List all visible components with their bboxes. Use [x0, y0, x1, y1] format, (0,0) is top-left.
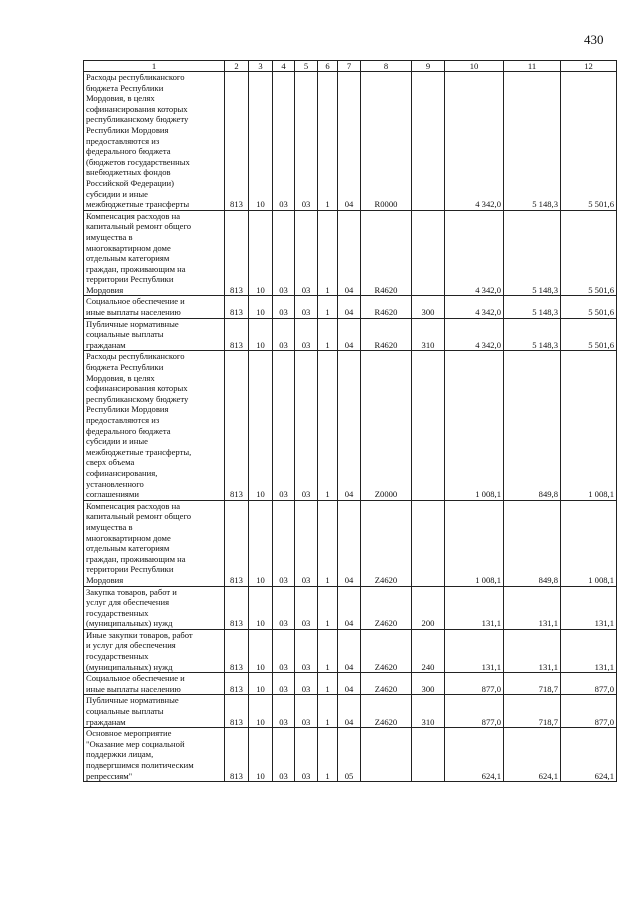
amount-year3-cell: 624,1: [561, 728, 617, 782]
amount-year2-cell: 131,1: [504, 629, 561, 672]
amount-year1-cell: 624,1: [445, 728, 504, 782]
amount-year3-cell: 1 008,1: [561, 500, 617, 586]
section-cell: 10: [249, 629, 273, 672]
subprogram-cell: 1: [318, 629, 338, 672]
program-cell: 03: [295, 351, 318, 500]
amount-year3-cell: 5 501,6: [561, 210, 617, 296]
table-row: [84, 210, 617, 296]
description-cell: Публичные нормативные социальные выплаты гражданам: [84, 695, 225, 728]
expense-type-cell: [412, 72, 445, 211]
subprogram-cell: 1: [318, 318, 338, 351]
activity-cell: 04: [338, 72, 361, 211]
header-cell: 11: [504, 61, 561, 72]
activity-cell: 05: [338, 728, 361, 782]
activity-cell: 04: [338, 673, 361, 695]
admin-code-cell: 813: [225, 318, 249, 351]
amount-year2-cell: 624,1: [504, 728, 561, 782]
program-cell: 03: [295, 72, 318, 211]
admin-code-cell: 813: [225, 500, 249, 586]
program-cell: 03: [295, 318, 318, 351]
table-row: [84, 318, 617, 351]
description-cell: Компенсация расходов на капитальный ремонт общего имущества в многоквартирном доме отдельным категориям граждан, проживающим на территории Республики Мордовия: [84, 500, 225, 586]
subsection-cell: 03: [273, 351, 295, 500]
admin-code-cell: 813: [225, 695, 249, 728]
description-cell: Социальное обеспечение и иные выплаты населению: [84, 673, 225, 695]
direction-cell: Z4620: [361, 673, 412, 695]
description-cell: Расходы республиканского бюджета Республики Мордовия, в целях софинансирования которых республиканскому бюджету Республики Мордовия предоставляются из федерального бюджета субсидии и иные межбюджетные трансферты, сверх объема софинансирования, установленного соглашениями: [84, 351, 225, 500]
direction-cell: Z4620: [361, 629, 412, 672]
direction-cell: [361, 728, 412, 782]
direction-cell: Z0000: [361, 351, 412, 500]
subprogram-cell: 1: [318, 673, 338, 695]
header-cell: 9: [412, 61, 445, 72]
header-cell: 7: [338, 61, 361, 72]
section-cell: 10: [249, 318, 273, 351]
header-cell: 1: [84, 61, 225, 72]
amount-year2-cell: 849,8: [504, 351, 561, 500]
admin-code-cell: 813: [225, 351, 249, 500]
amount-year2-cell: 5 148,3: [504, 210, 561, 296]
amount-year1-cell: 4 342,0: [445, 210, 504, 296]
amount-year3-cell: 131,1: [561, 586, 617, 629]
header-cell: 3: [249, 61, 273, 72]
direction-cell: R4620: [361, 318, 412, 351]
description-cell: Публичные нормативные социальные выплаты гражданам: [84, 318, 225, 351]
subprogram-cell: 1: [318, 351, 338, 500]
description-cell: Расходы республиканского бюджета Республики Мордовия, в целях софинансирования которых республиканскому бюджету Республики Мордовия предоставляются из федерального бюджета (бюджетов государственных внебюджетных фондов Российской Федерации) субсидии и иные межбюджетные трансферты: [84, 72, 225, 211]
amount-year1-cell: 131,1: [445, 586, 504, 629]
section-cell: 10: [249, 695, 273, 728]
header-cell: 4: [273, 61, 295, 72]
subsection-cell: 03: [273, 629, 295, 672]
direction-cell: Z4620: [361, 500, 412, 586]
amount-year3-cell: 5 501,6: [561, 72, 617, 211]
program-cell: 03: [295, 586, 318, 629]
direction-cell: R0000: [361, 72, 412, 211]
table-row: [84, 586, 617, 629]
subsection-cell: 03: [273, 695, 295, 728]
section-cell: 10: [249, 296, 273, 318]
expense-type-cell: 300: [412, 296, 445, 318]
table-row: [84, 673, 617, 695]
amount-year3-cell: 5 501,6: [561, 318, 617, 351]
subprogram-cell: 1: [318, 210, 338, 296]
admin-code-cell: 813: [225, 296, 249, 318]
amount-year2-cell: 5 148,3: [504, 72, 561, 211]
subsection-cell: 03: [273, 296, 295, 318]
subprogram-cell: 1: [318, 500, 338, 586]
section-cell: 10: [249, 210, 273, 296]
header-cell: 8: [361, 61, 412, 72]
activity-cell: 04: [338, 695, 361, 728]
table-row: [84, 728, 617, 782]
program-cell: 03: [295, 500, 318, 586]
table-row: [84, 695, 617, 728]
subprogram-cell: 1: [318, 695, 338, 728]
admin-code-cell: 813: [225, 210, 249, 296]
table-row: [84, 629, 617, 672]
amount-year1-cell: 1 008,1: [445, 351, 504, 500]
expense-type-cell: 310: [412, 695, 445, 728]
table-row: [84, 351, 617, 500]
subprogram-cell: 1: [318, 296, 338, 318]
subprogram-cell: 1: [318, 728, 338, 782]
header-cell: 6: [318, 61, 338, 72]
amount-year2-cell: 131,1: [504, 586, 561, 629]
subsection-cell: 03: [273, 500, 295, 586]
header-cell: 5: [295, 61, 318, 72]
amount-year1-cell: 4 342,0: [445, 318, 504, 351]
subprogram-cell: 1: [318, 586, 338, 629]
admin-code-cell: 813: [225, 728, 249, 782]
description-cell: Социальное обеспечение и иные выплаты населению: [84, 296, 225, 318]
subsection-cell: 03: [273, 586, 295, 629]
program-cell: 03: [295, 728, 318, 782]
header-cell: 2: [225, 61, 249, 72]
activity-cell: 04: [338, 629, 361, 672]
amount-year2-cell: 5 148,3: [504, 296, 561, 318]
program-cell: 03: [295, 296, 318, 318]
amount-year3-cell: 877,0: [561, 673, 617, 695]
table-header-row: [84, 61, 617, 72]
direction-cell: R4620: [361, 210, 412, 296]
amount-year3-cell: 1 008,1: [561, 351, 617, 500]
table-row: [84, 500, 617, 586]
admin-code-cell: 813: [225, 629, 249, 672]
table-body: [84, 72, 617, 782]
activity-cell: 04: [338, 500, 361, 586]
admin-code-cell: 813: [225, 72, 249, 211]
program-cell: 03: [295, 629, 318, 672]
amount-year1-cell: 131,1: [445, 629, 504, 672]
activity-cell: 04: [338, 210, 361, 296]
subsection-cell: 03: [273, 728, 295, 782]
header-cell: 10: [445, 61, 504, 72]
table-row: [84, 296, 617, 318]
subsection-cell: 03: [273, 72, 295, 211]
description-cell: Основное мероприятие "Оказание мер социальной поддержки лицам, подвергшимся политическим репрессиям": [84, 728, 225, 782]
amount-year3-cell: 877,0: [561, 695, 617, 728]
subsection-cell: 03: [273, 210, 295, 296]
expense-type-cell: [412, 210, 445, 296]
direction-cell: R4620: [361, 296, 412, 318]
description-cell: Закупка товаров, работ и услуг для обеспечения государственных (муниципальных) нужд: [84, 586, 225, 629]
subsection-cell: 03: [273, 673, 295, 695]
amount-year3-cell: 131,1: [561, 629, 617, 672]
activity-cell: 04: [338, 586, 361, 629]
amount-year1-cell: 1 008,1: [445, 500, 504, 586]
activity-cell: 04: [338, 296, 361, 318]
expense-type-cell: [412, 728, 445, 782]
program-cell: 03: [295, 210, 318, 296]
amount-year1-cell: 4 342,0: [445, 72, 504, 211]
activity-cell: 04: [338, 351, 361, 500]
section-cell: 10: [249, 673, 273, 695]
admin-code-cell: 813: [225, 586, 249, 629]
amount-year2-cell: 5 148,3: [504, 318, 561, 351]
amount-year1-cell: 4 342,0: [445, 296, 504, 318]
amount-year2-cell: 718,7: [504, 673, 561, 695]
activity-cell: 04: [338, 318, 361, 351]
section-cell: 10: [249, 72, 273, 211]
direction-cell: Z4620: [361, 586, 412, 629]
description-cell: Компенсация расходов на капитальный ремонт общего имущества в многоквартирном доме отдельным категориям граждан, проживающим на территории Республики Мордовия: [84, 210, 225, 296]
expense-type-cell: 240: [412, 629, 445, 672]
section-cell: 10: [249, 728, 273, 782]
section-cell: 10: [249, 586, 273, 629]
admin-code-cell: 813: [225, 673, 249, 695]
expense-type-cell: [412, 351, 445, 500]
subsection-cell: 03: [273, 318, 295, 351]
header-cell: 12: [561, 61, 617, 72]
program-cell: 03: [295, 695, 318, 728]
direction-cell: Z4620: [361, 695, 412, 728]
section-cell: 10: [249, 500, 273, 586]
expense-type-cell: 300: [412, 673, 445, 695]
description-cell: Иные закупки товаров, работ и услуг для обеспечения государственных (муниципальных) нужд: [84, 629, 225, 672]
amount-year2-cell: 849,8: [504, 500, 561, 586]
expense-type-cell: [412, 500, 445, 586]
table-row: [84, 72, 617, 211]
expense-type-cell: 200: [412, 586, 445, 629]
program-cell: 03: [295, 673, 318, 695]
expense-type-cell: 310: [412, 318, 445, 351]
amount-year2-cell: 718,7: [504, 695, 561, 728]
amount-year1-cell: 877,0: [445, 695, 504, 728]
budget-table: [83, 60, 617, 782]
page-number: 430: [584, 32, 604, 47]
amount-year1-cell: 877,0: [445, 673, 504, 695]
section-cell: 10: [249, 351, 273, 500]
amount-year3-cell: 5 501,6: [561, 296, 617, 318]
subprogram-cell: 1: [318, 72, 338, 211]
